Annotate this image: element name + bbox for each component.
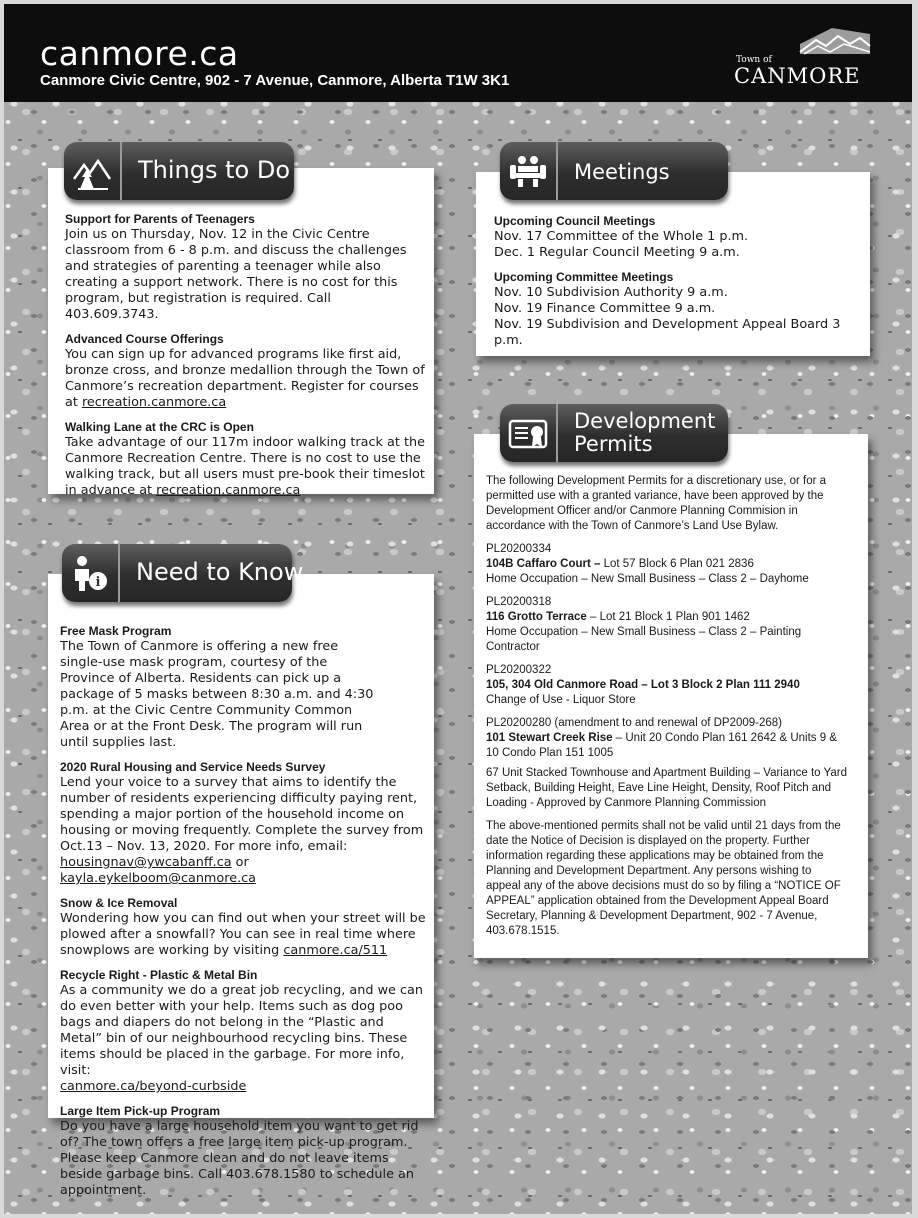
item-heading: Support for Parents of Teenagers [65,212,255,226]
meeting-item: Dec. 1 Regular Council Meeting 9 a.m. [494,245,740,260]
permit-address: 104B Caffaro Court – Lot 57 Block 6 Plan 021 2836 [486,558,754,570]
development-permits-title [574,410,715,456]
development-permits-tab [500,404,728,462]
recycling-link[interactable]: canmore.ca/beyond-curbside [60,1079,247,1094]
svg-text:i: i [95,575,101,590]
title-line: Development [574,409,716,433]
need-to-know-title: Need to Know [136,558,304,586]
permit-id: PL20200334 [486,543,552,555]
permit-address: 116 Grotto Terrace – Lot 21 Block 1 Plan 901 1462 [486,611,750,623]
item-heading: Advanced Course Offerings [65,332,224,346]
snowplow-link[interactable]: canmore.ca/511 [283,943,388,958]
need-to-know-tab [62,544,304,602]
permit-address: 105, 304 Old Canmore Road – Lot 3 Block 2 Plan 111 2940 [486,679,800,691]
permit-description: Home Occupation – New Small Business – Class 2 – Dayhome [486,573,809,585]
permit-id: PL20200280 (amendment to and renewal of DP2009-268) [486,717,783,729]
title-line: Permits [574,432,653,456]
meeting-item: Nov. 19 Subdivision and Development Appeal Board 3 p.m. [494,317,841,348]
permit-id: PL20200322 [486,664,552,676]
trees-mountain-icon [64,142,122,200]
committee-heading: Upcoming Committee Meetings [494,270,674,284]
recreation-link[interactable]: recreation.canmore.ca [81,395,227,410]
item-heading: Snow & Ice Removal [60,896,178,910]
recreation-link[interactable]: recreation.canmore.ca [156,483,301,498]
item-heading: Large Item Pick-up Program [60,1104,221,1118]
item-body: Join us on Thursday, Nov. 12 in the Civic Centre classroom from 6 - 8 p.m. and discuss the challenges and strategies of parenting a teenager while also creating a support network. There is no cost for this program, but registration is required. Call 403.609.3743. [65,227,407,322]
things-to-do-title: Things to Do [138,156,291,184]
meetings-tab [500,142,728,200]
meeting-item: Nov. 19 Finance Committee 9 a.m. [494,301,716,316]
item-body: Do you have a large household item you want to get rid of? The town offers a free large item pick-up program. Please keep Canmore clean and do not leave items beside garbage bins. Call 403.678.1580 to schedule an appointment. [60,1119,419,1198]
permit-certificate-icon [500,404,558,462]
permit-description: Home Occupation – New Small Business – Class 2 – Painting Contractor [486,626,802,653]
email-link[interactable]: housingnav@ywcabanff.ca [60,855,232,870]
permit-address: 101 Stewart Creek Rise – Unit 20 Condo Plan 161 2642 & Units 9 & 10 Condo Plan 151 1005 [486,732,837,759]
need-to-know-content [60,624,426,1199]
item-body: Wondering how you can find out when your street will be plowed after a snowfall? You can see in real time where snowplows are working by visiting canmore.ca/511 [60,911,426,958]
header-banner [4,4,912,102]
item-body: The Town of Canmore is offering a new free single-use mask program, courtesy of the Province of Alberta. Residents can pick up a package of 5 masks between 8:30 a.m. and 4:30 p.m. at the Civic Centre Community Common Area or at the Front Desk. The program will run until supplies last. [60,639,374,750]
permit-description: 67 Unit Stacked Townhouse and Apartment Building – Variance to Yard Setback, Building Height, Eave Line Height, Density, Roof Pitch and Loading - Approved by Canmore Planning Commission [486,767,847,809]
town-logo [732,26,874,88]
item-heading: Free Mask Program [60,624,172,638]
site-name: canmore.ca [40,34,239,73]
council-heading: Upcoming Council Meetings [494,214,656,228]
item-body: Take advantage of our 117m indoor walking track at the Canmore Recreation Centre. There is no cost to use the walking track, but all users must pre-book their timeslot in advance at recreation.canmore.ca [65,435,425,498]
item-heading: 2020 Rural Housing and Service Needs Survey [60,760,326,774]
permits-intro: The following Development Permits for a discretionary use, or for a permitted use with a granted variance, have been approved by the Development Officer and/or Canmore Planning Commision in accordance with the Town of Canmore’s Land Use Bylaw. [486,475,827,532]
person-info-icon [62,544,120,602]
newsletter-page [4,4,912,1214]
item-body: You can sign up for advanced programs like first aid, bronze cross, and bronze medallion through the Town of Canmore’s recreation department. Register for courses at recreation.canmore.ca [65,347,425,410]
permits-closing: The above-mentioned permits shall not be valid until 21 days from the date the Notice of Decision is displayed on the property. Further information regarding these applications may be obtained from the Planning and Development Department. Any persons wishing to appeal any of the above decisions must do so by filing a “NOTICE OF APPEAL” application obtained from the Development Appeal Board Secretary, Planning & Development Department, 902 - 7 Avenue, 403.678.1515. [486,820,841,937]
things-to-do-content [65,212,425,499]
meeting-item: Nov. 17 Committee of the Whole 1 p.m. [494,229,749,244]
logo-town-of: Town of [736,55,772,65]
header-address: Canmore Civic Centre, 902 - 7 Avenue, Canmore, Alberta T1W 3K1 [40,72,510,89]
meetings-content [494,214,864,349]
permit-id: PL20200318 [486,596,552,608]
logo-canmore: CANMORE [734,64,861,88]
meetings-title: Meetings [574,160,670,184]
item-heading: Walking Lane at the CRC is Open [65,420,254,434]
item-heading: Recycle Right - Plastic & Metal Bin [60,968,258,982]
things-to-do-tab [64,142,294,200]
item-body: Lend your voice to a survey that aims to identify the number of residents experiencing difficulty paying rent, spending a major portion of the household income on housing or moving frequently. Complete the survey from Oct.13 – Nov. 13, 2020. For more info, email: housingnav@ywcabanff.ca or kayla.eykelboom@canmore.ca [60,775,424,886]
meeting-people-icon [500,142,558,200]
development-permits-content [486,474,848,939]
permit-description: Change of Use - Liquor Store [486,694,636,706]
meeting-item: Nov. 10 Subdivision Authority 9 a.m. [494,285,728,300]
item-body: As a community we do a great job recycling, and we can do even better with your help. Items such as dog poo bags and diapers do not belong in the “Plastic and Metal” bin of our neighbourhood recycling bins. These items should be placed in the garbage. For more info, visit: canmore.ca/beyond-curbside [60,983,423,1094]
email-link[interactable]: kayla.eykelboom@canmore.ca [60,871,257,886]
